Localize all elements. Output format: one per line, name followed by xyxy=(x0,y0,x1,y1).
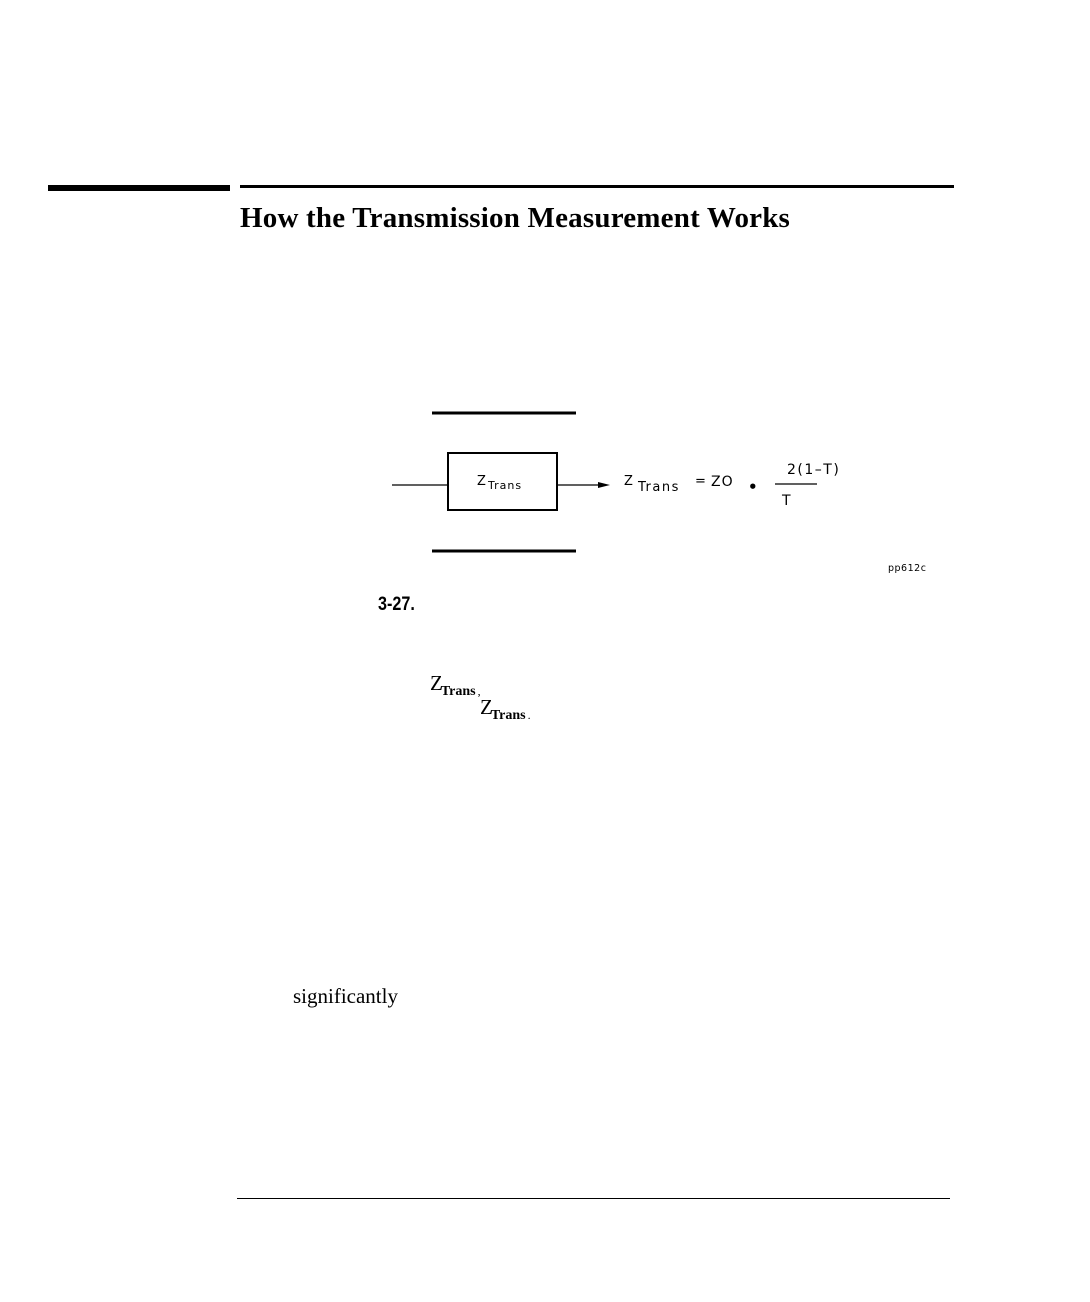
arrow-head xyxy=(598,482,610,488)
section-title: How the Transmission Measurement Works xyxy=(240,202,791,234)
equation-trans-sub: Trans xyxy=(638,480,680,495)
equation-equals: = xyxy=(695,474,706,489)
ztrans-term-2-sub: Trans xyxy=(490,708,526,723)
header-rule-thin xyxy=(240,185,954,188)
equation-denominator: T xyxy=(782,493,791,509)
ztrans-term-2-main: Z xyxy=(480,695,493,719)
ztrans-term-1-main: Z xyxy=(430,671,443,695)
figure-number: 3-27. xyxy=(378,594,415,615)
ztrans-term-2-punct: . xyxy=(527,708,531,722)
figure-code: pp612c xyxy=(888,563,927,574)
ztrans-term-1-punct: , xyxy=(477,684,481,698)
body-word-fragment: significantly xyxy=(293,984,398,1008)
equation-z: Z xyxy=(624,474,633,489)
transmission-diagram xyxy=(390,405,940,575)
footer-rule xyxy=(237,1198,950,1199)
ztrans-term-2 xyxy=(480,695,531,723)
equation-multiply-dot: • xyxy=(748,478,758,496)
transmission-figure xyxy=(390,405,940,575)
box-label-z: Z xyxy=(477,474,486,489)
ztrans-term-1 xyxy=(430,671,481,699)
ztrans-term-1-sub: Trans xyxy=(440,684,476,699)
box-label-sub: Trans xyxy=(488,479,523,492)
equation-numerator: 2(1–T) xyxy=(787,462,841,478)
header-rule-thick xyxy=(48,185,230,191)
equation-z0: ZO xyxy=(711,474,734,490)
